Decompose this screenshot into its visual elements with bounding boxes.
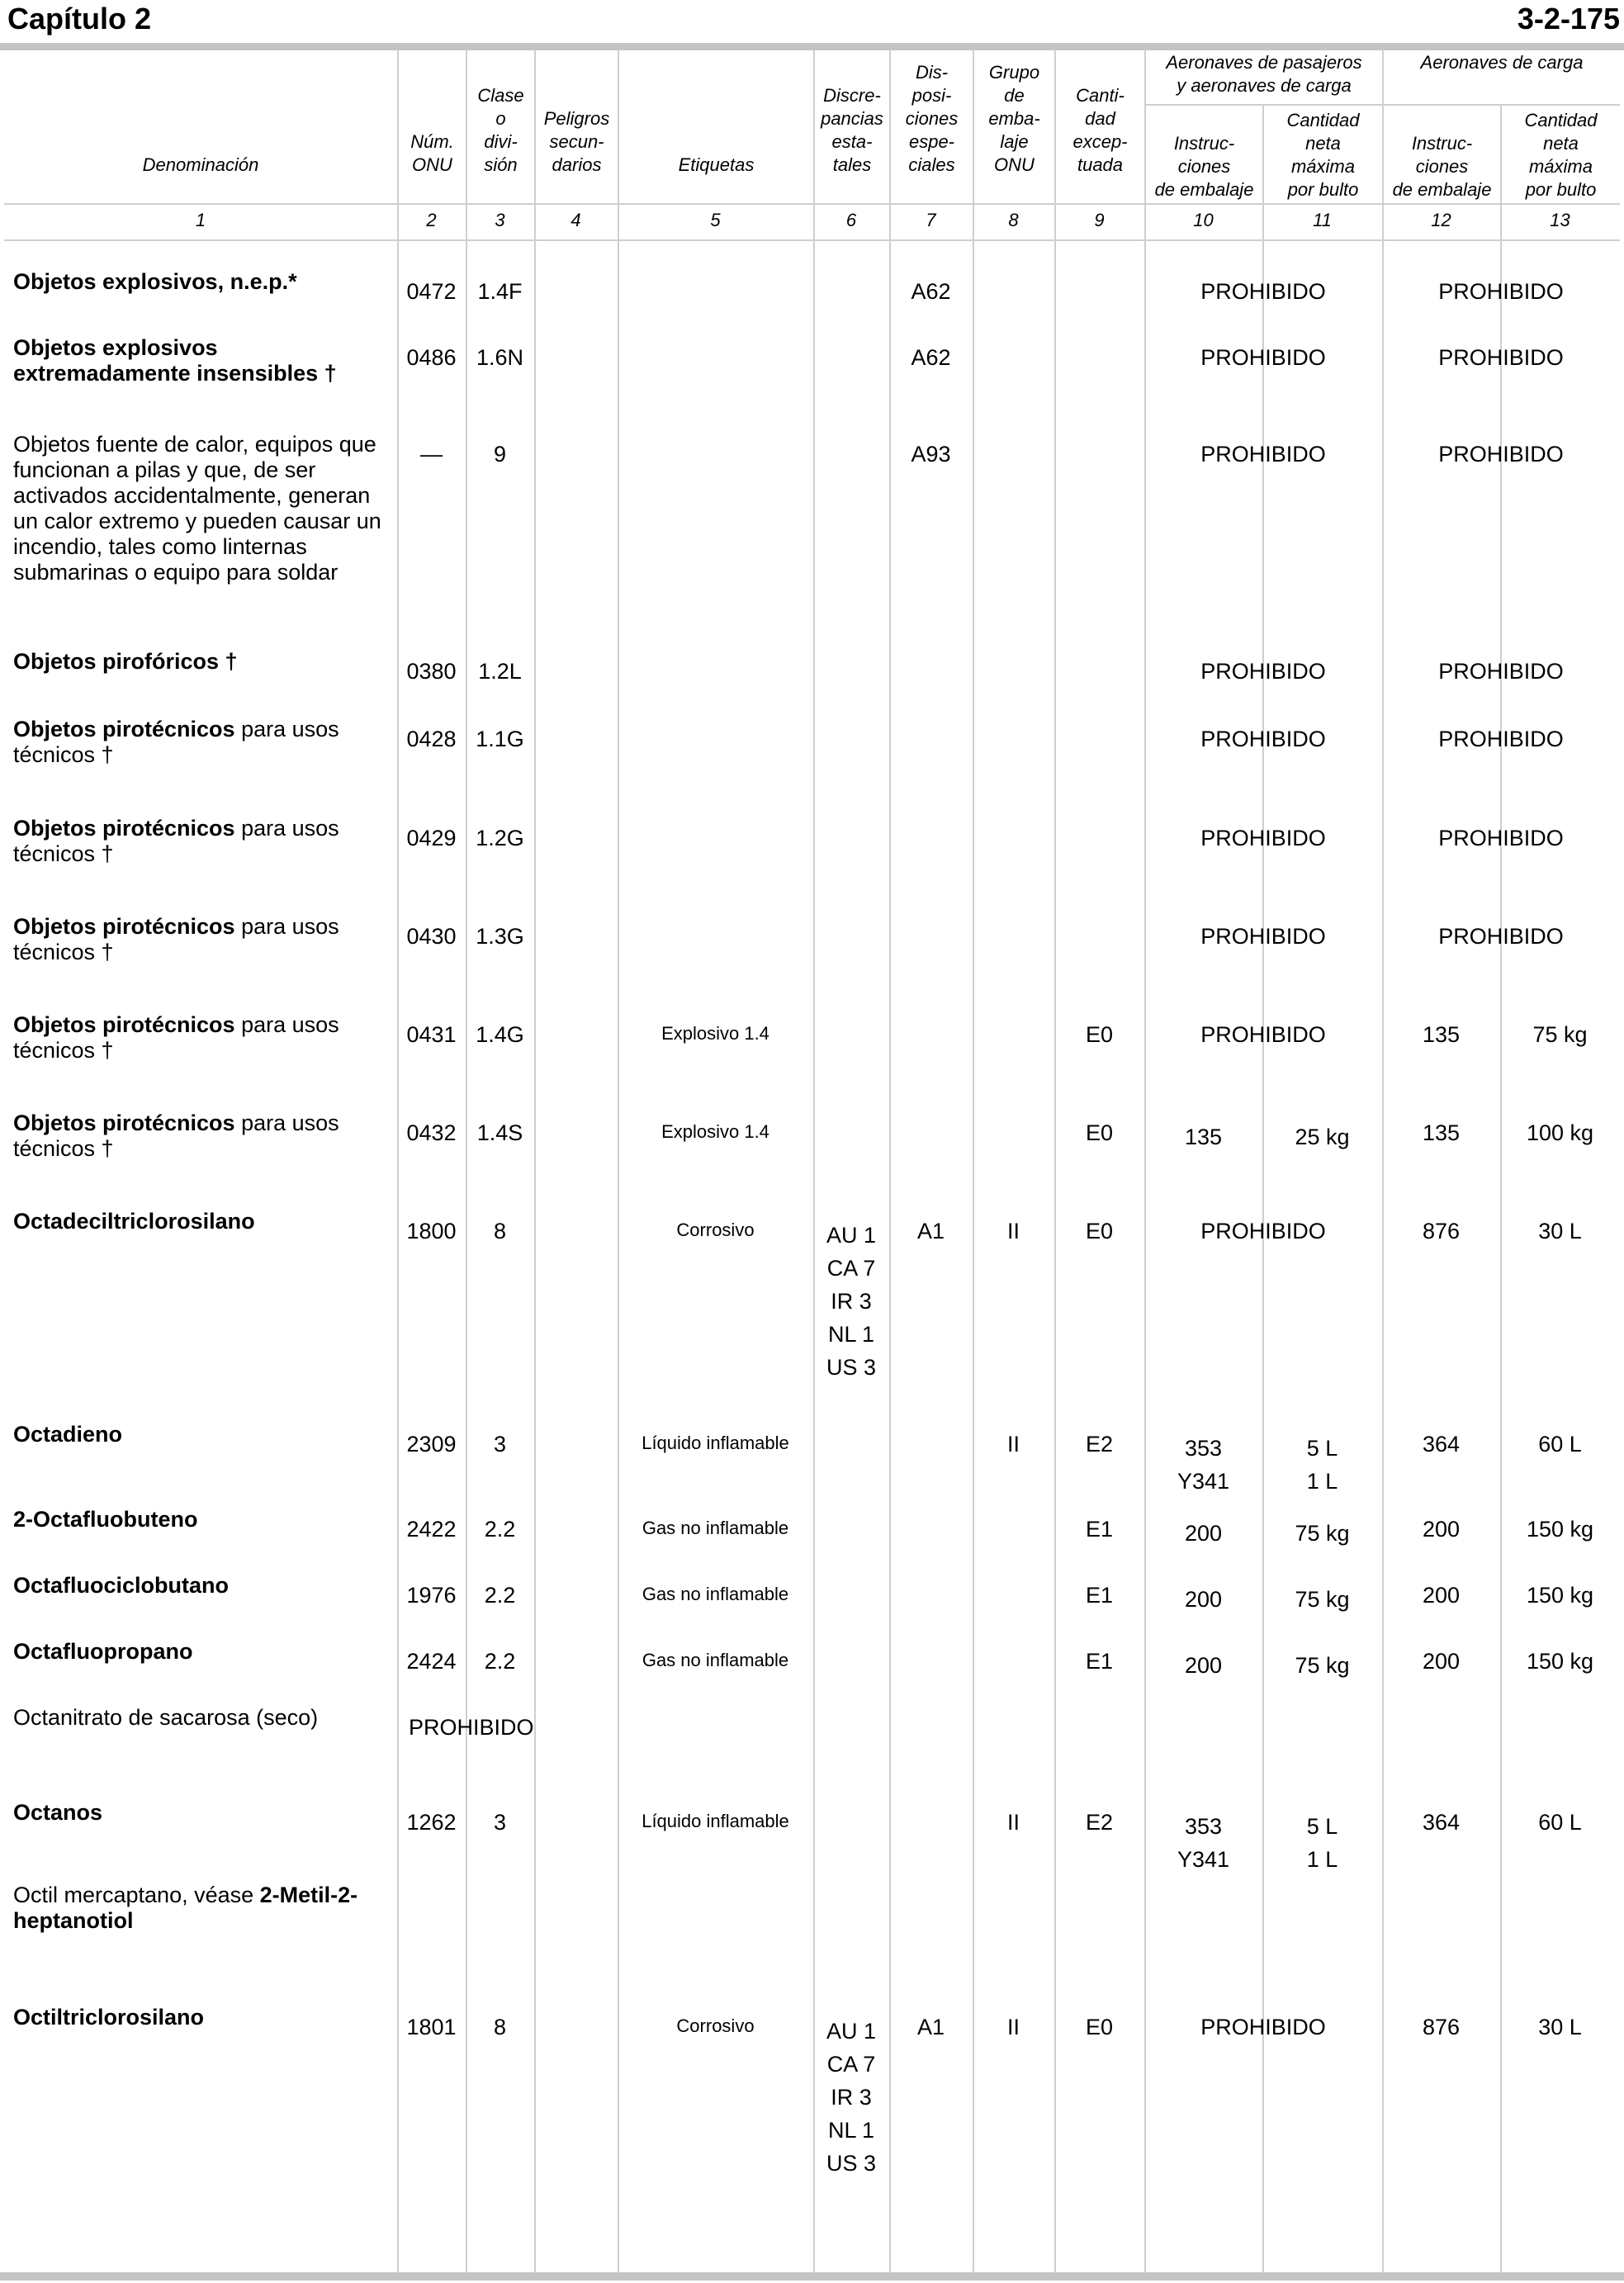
col-header-denominacion: Denominación xyxy=(142,154,259,175)
cargo-packing-instruction: 364 xyxy=(1422,1810,1461,1835)
state-variations: AU 1 CA 7 IR 3 NL 1 US 3 xyxy=(826,1223,877,1380)
pax-max-quantity: 25 kg xyxy=(1295,1125,1350,1149)
column-divider xyxy=(1144,50,1146,2272)
column-number: 9 xyxy=(1094,210,1105,230)
denominacion-bold: Objetos pirotécnicos xyxy=(13,914,235,939)
denominacion-cell xyxy=(13,1800,393,1826)
denominacion-text: para usos técnicos † xyxy=(13,717,339,767)
special-provisions: A1 xyxy=(916,1219,945,1243)
denominacion-cell xyxy=(13,432,393,585)
class-division: 8 xyxy=(493,2015,507,2039)
cargo-prohibited: PROHIBIDO xyxy=(1438,727,1564,751)
denominacion-text: para usos técnicos † xyxy=(13,816,339,866)
column-number: 2 xyxy=(426,210,437,230)
class-division: 1.4F xyxy=(477,279,523,304)
denominacion-cell xyxy=(13,1012,393,1063)
cargo-max-quantity: 150 kg xyxy=(1526,1649,1594,1674)
excepted-quantity: E1 xyxy=(1085,1649,1114,1674)
denominacion-bold: Objetos explosivos, n.e.p.* xyxy=(13,269,297,294)
cargo-max-quantity: 150 kg xyxy=(1526,1517,1594,1542)
column-divider xyxy=(973,50,974,2272)
pax-max-quantity: 5 L 1 L xyxy=(1306,1436,1338,1494)
cargo-packing-instruction: 200 xyxy=(1422,1583,1461,1608)
denominacion-bold: Octadieno xyxy=(13,1422,123,1447)
cargo-prohibited: PROHIBIDO xyxy=(1438,659,1564,684)
col-header-pasajeros-cantidad: Cantidad neta máxima por bulto xyxy=(1286,110,1360,200)
class-division: 1.1G xyxy=(476,727,524,751)
denominacion-cell xyxy=(13,1573,393,1599)
chapter-title: Capítulo 2 xyxy=(7,2,152,36)
denominacion-cell xyxy=(13,816,393,867)
denominacion-cell xyxy=(13,1639,393,1665)
column-divider xyxy=(889,50,891,2272)
column-divider xyxy=(1054,50,1056,2272)
bottom-rule xyxy=(0,2272,1624,2281)
class-division: 3 xyxy=(493,1432,507,1456)
packing-group: II xyxy=(1006,2015,1020,2039)
un-number: 2424 xyxy=(406,1649,457,1674)
denominacion-bold: Objetos pirotécnicos xyxy=(13,1111,235,1135)
etiqueta: Explosivo 1.4 xyxy=(661,1023,769,1044)
column-divider xyxy=(1262,104,1264,2272)
un-number: 0472 xyxy=(406,279,457,304)
cargo-max-quantity: 30 L xyxy=(1538,2015,1582,2039)
excepted-quantity: E2 xyxy=(1085,1432,1114,1456)
col-header-grupo: Grupo de emba- laje ONU xyxy=(988,62,1040,175)
col-header-num-onu: Núm. ONU xyxy=(410,131,454,175)
cargo-prohibited: PROHIBIDO xyxy=(1438,826,1564,850)
pax-max-quantity: 75 kg xyxy=(1295,1653,1350,1678)
column-number-divider xyxy=(4,239,1620,241)
excepted-quantity: E1 xyxy=(1085,1517,1114,1542)
etiqueta: Corrosivo xyxy=(676,2015,755,2036)
column-divider xyxy=(1382,50,1384,2272)
class-division: 3 xyxy=(493,1810,507,1835)
top-rule xyxy=(0,43,1624,50)
class-division: 1.6N xyxy=(476,345,524,370)
denominacion-bold: Objetos pirotécnicos xyxy=(13,816,235,841)
pax-prohibited: PROHIBIDO xyxy=(1200,1022,1326,1047)
packing-group: II xyxy=(1006,1810,1020,1835)
pax-packing-instruction: 135 xyxy=(1184,1125,1223,1149)
denominacion-bold: Octafluociclobutano xyxy=(13,1573,230,1598)
packing-group: II xyxy=(1006,1432,1020,1456)
cargo-max-quantity: 60 L xyxy=(1538,1432,1582,1456)
col-header-pasajeros-group: Aeronaves de pasajeros y aeronaves de carga xyxy=(1166,52,1362,96)
un-number: 1800 xyxy=(406,1219,457,1243)
denominacion-text: Octil mercaptano, véase xyxy=(13,1883,260,1907)
cargo-packing-instruction: 876 xyxy=(1422,1219,1461,1243)
excepted-quantity: E0 xyxy=(1085,1219,1114,1243)
un-number: 1262 xyxy=(406,1810,457,1835)
col-header-cantidad-exceptuada: Canti- dad excep- tuada xyxy=(1072,85,1128,175)
denominacion-cell xyxy=(13,717,393,768)
denominacion-reference: 2-Metil-2-heptanotiol xyxy=(13,1883,358,1933)
pax-prohibited: PROHIBIDO xyxy=(1200,727,1326,751)
pax-prohibited: PROHIBIDO xyxy=(1200,659,1326,684)
pax-packing-instruction: 200 xyxy=(1184,1587,1223,1612)
cargo-packing-instruction: 135 xyxy=(1422,1120,1461,1145)
col-header-clase: Clase o divi- sión xyxy=(477,85,524,175)
un-number: 1801 xyxy=(406,2015,457,2039)
un-number: 0428 xyxy=(406,727,457,751)
column-number: 13 xyxy=(1550,210,1570,230)
denominacion-text: para usos técnicos † xyxy=(13,914,339,964)
cargo-max-quantity: 150 kg xyxy=(1526,1583,1594,1608)
column-number: 7 xyxy=(926,210,936,230)
denominacion-cell xyxy=(13,649,393,675)
denominacion-text: para usos técnicos † xyxy=(13,1012,339,1063)
page-number: 3-2-175 xyxy=(1517,2,1620,36)
class-division: 1.2L xyxy=(478,659,522,684)
etiqueta: Explosivo 1.4 xyxy=(661,1121,769,1142)
cargo-packing-instruction: 364 xyxy=(1422,1432,1461,1456)
denominacion-text: Octanitrato de sacarosa (seco) xyxy=(13,1705,319,1730)
un-number: 1976 xyxy=(406,1583,457,1608)
column-number: 4 xyxy=(571,210,581,230)
un-number: 2309 xyxy=(406,1432,457,1456)
cargo-packing-instruction: 135 xyxy=(1422,1022,1461,1047)
cargo-max-quantity: 75 kg xyxy=(1532,1022,1588,1047)
denominacion-text: para usos técnicos † xyxy=(13,1111,339,1161)
denominacion-cell xyxy=(13,1883,393,1934)
denominacion-cell xyxy=(13,269,393,295)
packing-group: II xyxy=(1006,1219,1020,1243)
pax-max-quantity: 75 kg xyxy=(1295,1587,1350,1612)
cargo-max-quantity: 100 kg xyxy=(1526,1120,1594,1145)
pax-packing-instruction: 353 Y341 xyxy=(1177,1814,1230,1872)
etiqueta: Gas no inflamable xyxy=(642,1650,789,1670)
header-subdivider xyxy=(1144,104,1620,106)
class-division: 1.4S xyxy=(476,1120,523,1145)
column-number: 1 xyxy=(195,210,206,230)
cargo-prohibited: PROHIBIDO xyxy=(1438,345,1564,370)
denominacion-text: Objetos fuente de calor, equipos que funcionan a pilas y que, de ser activados accidentalmente, generan un calor extremo y pueden causar un incendio, tales como linternas submarinas o equipo para soldar xyxy=(13,432,381,585)
cargo-packing-instruction: 200 xyxy=(1422,1649,1461,1674)
column-number: 5 xyxy=(710,210,721,230)
un-number: 0430 xyxy=(406,924,457,949)
pax-prohibited: PROHIBIDO xyxy=(1200,1219,1326,1243)
denominacion-bold: Objetos pirofóricos † xyxy=(13,649,238,674)
denominacion-bold: Objetos explosivos extremadamente insensibles † xyxy=(13,335,337,386)
etiqueta: Gas no inflamable xyxy=(642,1518,789,1538)
col-header-carga-cantidad: Cantidad neta máxima por bulto xyxy=(1524,110,1598,200)
special-provisions: A93 xyxy=(911,442,951,467)
column-divider xyxy=(813,50,815,2272)
denominacion-cell xyxy=(13,335,393,386)
col-header-disposiciones: Dis- posi- ciones espe- ciales xyxy=(905,62,959,175)
column-number: 6 xyxy=(845,210,857,230)
pax-packing-instruction: 353 Y341 xyxy=(1177,1436,1230,1494)
cargo-packing-instruction: 876 xyxy=(1422,2015,1461,2039)
pax-prohibited: PROHIBIDO xyxy=(1200,924,1326,949)
class-division: 2.2 xyxy=(484,1517,516,1542)
denominacion-bold: 2-Octafluobuteno xyxy=(13,1507,198,1532)
cargo-packing-instruction: 200 xyxy=(1422,1517,1461,1542)
pax-prohibited: PROHIBIDO xyxy=(1200,2015,1326,2039)
column-divider xyxy=(397,50,399,2272)
excepted-quantity: E0 xyxy=(1085,1120,1114,1145)
pax-max-quantity: 75 kg xyxy=(1295,1521,1350,1546)
cargo-prohibited: PROHIBIDO xyxy=(1438,279,1564,304)
etiqueta: Líquido inflamable xyxy=(642,1811,789,1831)
special-provisions: A1 xyxy=(916,2015,945,2039)
denominacion-cell xyxy=(13,1209,393,1234)
pax-prohibited: PROHIBIDO xyxy=(1200,345,1326,370)
un-number: 2422 xyxy=(406,1517,457,1542)
etiqueta: Líquido inflamable xyxy=(642,1433,789,1453)
denominacion-bold: Octanos xyxy=(13,1800,103,1825)
state-variations: AU 1 CA 7 IR 3 NL 1 US 3 xyxy=(826,2019,877,2176)
denominacion-bold: Objetos pirotécnicos xyxy=(13,717,235,741)
excepted-quantity: E0 xyxy=(1085,1022,1114,1047)
class-division: 8 xyxy=(493,1219,507,1243)
excepted-quantity: E2 xyxy=(1085,1810,1114,1835)
un-number: 0486 xyxy=(406,345,457,370)
class-division: 9 xyxy=(493,442,507,467)
cargo-max-quantity: 60 L xyxy=(1538,1810,1582,1835)
pax-prohibited: PROHIBIDO xyxy=(1200,279,1326,304)
special-provisions: A62 xyxy=(911,279,951,304)
col-header-discrepancias: Discre- pancias esta- tales xyxy=(821,85,883,175)
column-number: 11 xyxy=(1313,210,1332,230)
un-number: — xyxy=(420,442,443,467)
denominacion-cell xyxy=(13,914,393,965)
un-number: 0380 xyxy=(406,659,457,684)
denominacion-cell xyxy=(13,1111,393,1162)
pax-prohibited: PROHIBIDO xyxy=(1200,442,1326,467)
denominacion-bold: Octafluopropano xyxy=(13,1639,193,1664)
etiqueta: Gas no inflamable xyxy=(642,1584,789,1604)
etiqueta: Corrosivo xyxy=(676,1220,755,1240)
header-divider xyxy=(4,203,1620,205)
pax-prohibited: PROHIBIDO xyxy=(1200,826,1326,850)
column-number: 10 xyxy=(1193,210,1214,230)
column-number: 8 xyxy=(1008,210,1019,230)
denominacion-bold: Octiltriclorosilano xyxy=(13,2005,205,2030)
denominacion-cell xyxy=(13,1507,393,1532)
denominacion-cell xyxy=(13,2005,393,2030)
pax-packing-instruction: 200 xyxy=(1184,1521,1223,1546)
class-division: 2.2 xyxy=(484,1583,516,1608)
class-division: 1.3G xyxy=(476,924,524,949)
un-number: 0431 xyxy=(406,1022,457,1047)
cargo-max-quantity: 30 L xyxy=(1538,1219,1582,1243)
col-header-carga-instrucciones: Instruc- ciones de embalaje xyxy=(1392,133,1492,200)
un-prohibited: PROHIBIDO xyxy=(409,1715,534,1740)
denominacion-cell xyxy=(13,1705,393,1731)
column-divider xyxy=(466,50,467,2272)
denominacion-bold: Objetos pirotécnicos xyxy=(13,1012,235,1037)
un-number: 0429 xyxy=(406,826,457,850)
class-division: 1.2G xyxy=(476,826,524,850)
denominacion-cell xyxy=(13,1422,393,1447)
denominacion-bold: Octadeciltriclorosilano xyxy=(13,1209,255,1234)
col-header-carga-group: Aeronaves de carga xyxy=(1420,52,1584,73)
cargo-prohibited: PROHIBIDO xyxy=(1438,442,1564,467)
class-division: 2.2 xyxy=(484,1649,516,1674)
cargo-prohibited: PROHIBIDO xyxy=(1438,924,1564,949)
pax-packing-instruction: 200 xyxy=(1184,1653,1223,1678)
col-header-peligros: Peligros secun- darios xyxy=(543,108,610,175)
column-number: 3 xyxy=(495,210,505,230)
col-header-etiquetas: Etiquetas xyxy=(678,154,755,175)
class-division: 1.4G xyxy=(476,1022,524,1047)
column-divider xyxy=(618,50,619,2272)
special-provisions: A62 xyxy=(911,345,951,370)
column-divider xyxy=(1500,104,1502,2272)
pax-max-quantity: 5 L 1 L xyxy=(1306,1814,1338,1872)
col-header-pasajeros-instrucciones: Instruc- ciones de embalaje xyxy=(1154,133,1254,200)
excepted-quantity: E0 xyxy=(1085,2015,1114,2039)
excepted-quantity: E1 xyxy=(1085,1583,1114,1608)
column-divider xyxy=(534,50,536,2272)
column-number: 12 xyxy=(1431,210,1451,230)
un-number: 0432 xyxy=(406,1120,457,1145)
